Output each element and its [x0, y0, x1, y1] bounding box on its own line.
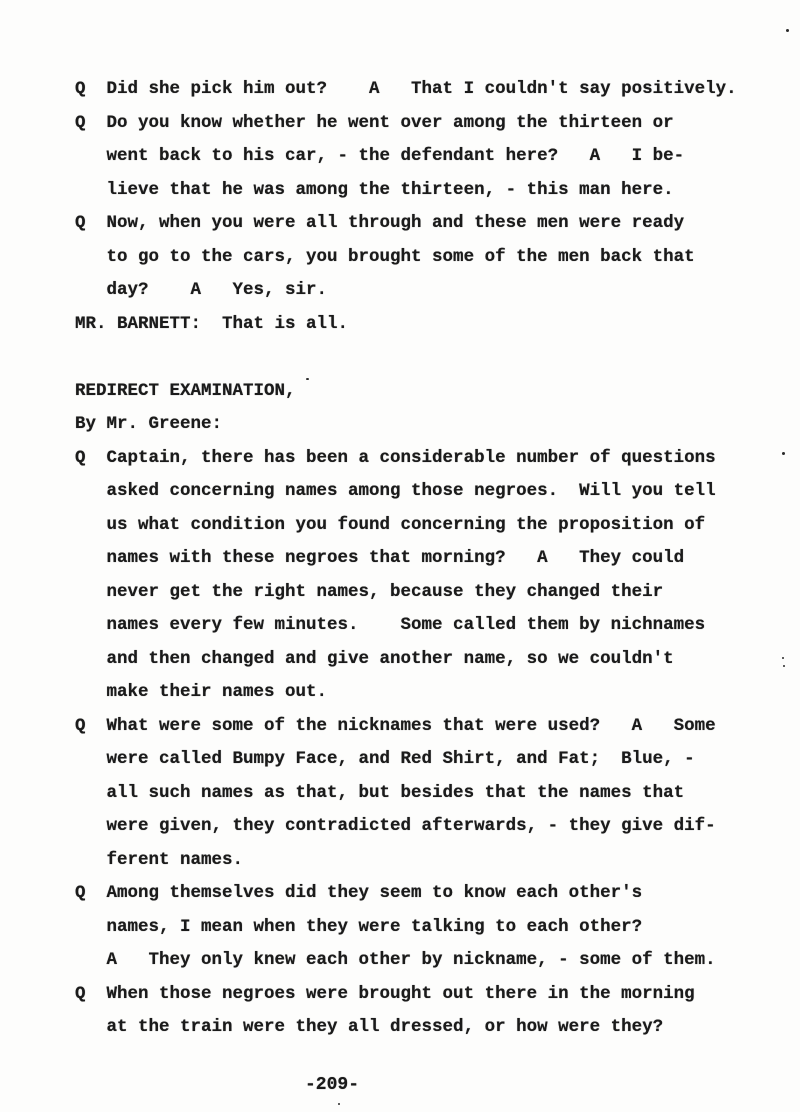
blank-line	[75, 341, 737, 375]
page-number: -209-	[305, 1075, 360, 1095]
transcript-line: were called Bumpy Face, and Red Shirt, and Fat; Blue, -	[75, 749, 695, 769]
transcript-line: Q Did she pick him out? A That I couldn't say positively.	[75, 79, 737, 99]
transcript-line: to go to the cars, you brought some of the men back that	[75, 246, 695, 267]
transcript-line: make their names out.	[75, 682, 328, 702]
transcript-line: Q Do you know whether he went over among the thirteen or	[75, 112, 674, 133]
transcript-line: and then changed and give another name, so we couldn't	[75, 648, 674, 669]
transcript-line: us what condition you found concerning the proposition of	[75, 514, 706, 535]
transcript-line: went back to his car, - the defendant here? A I be-	[75, 146, 685, 166]
transcript-line: Q What were some of the nicknames that were used? A Some	[75, 715, 716, 736]
transcript-line: at the train were they all dressed, or how were they?	[75, 1017, 664, 1037]
transcript-line: asked concerning names among those negroes. Will you tell	[75, 481, 716, 501]
ink-speck	[783, 665, 785, 667]
transcript-line: Q Captain, there has been a considerable number of questions	[75, 447, 716, 468]
transcript-body	[75, 73, 737, 1045]
transcript-line: Q Now, when you were all through and these men were ready	[75, 213, 685, 233]
ink-speck	[306, 378, 309, 380]
attorney-statement-line: MR. BARNETT: That is all.	[75, 313, 349, 334]
transcript-line: names with these negroes that morning? A They could	[75, 548, 685, 568]
ink-speck	[786, 29, 789, 32]
transcript-line: Q Among themselves did they seem to know each other's	[75, 883, 643, 903]
ink-speck	[782, 452, 785, 455]
transcript-line: names every few minutes. Some called them by nichnames	[75, 615, 706, 635]
transcript-line: all such names as that, but besides that the names that	[75, 782, 685, 803]
transcript-line: Q When those negroes were brought out there in the morning	[75, 983, 695, 1004]
transcript-line: day? A Yes, sir.	[75, 280, 328, 300]
transcript-line: were given, they contradicted afterwards, - they give dif-	[75, 816, 716, 836]
transcript-line: names, I mean when they were talking to each other?	[75, 916, 643, 937]
section-heading: REDIRECT EXAMINATION,	[75, 380, 296, 401]
transcript-line: lieve that he was among the thirteen, - this man here.	[75, 179, 674, 200]
examiner-line: By Mr. Greene:	[75, 414, 223, 434]
transcript-line: A They only knew each other by nickname, - some of them.	[75, 950, 716, 970]
transcript-line: never get the right names, because they changed their	[75, 581, 664, 602]
transcript-line: ferent names.	[75, 849, 244, 870]
ink-speck	[338, 1103, 340, 1105]
ink-speck	[782, 657, 784, 659]
